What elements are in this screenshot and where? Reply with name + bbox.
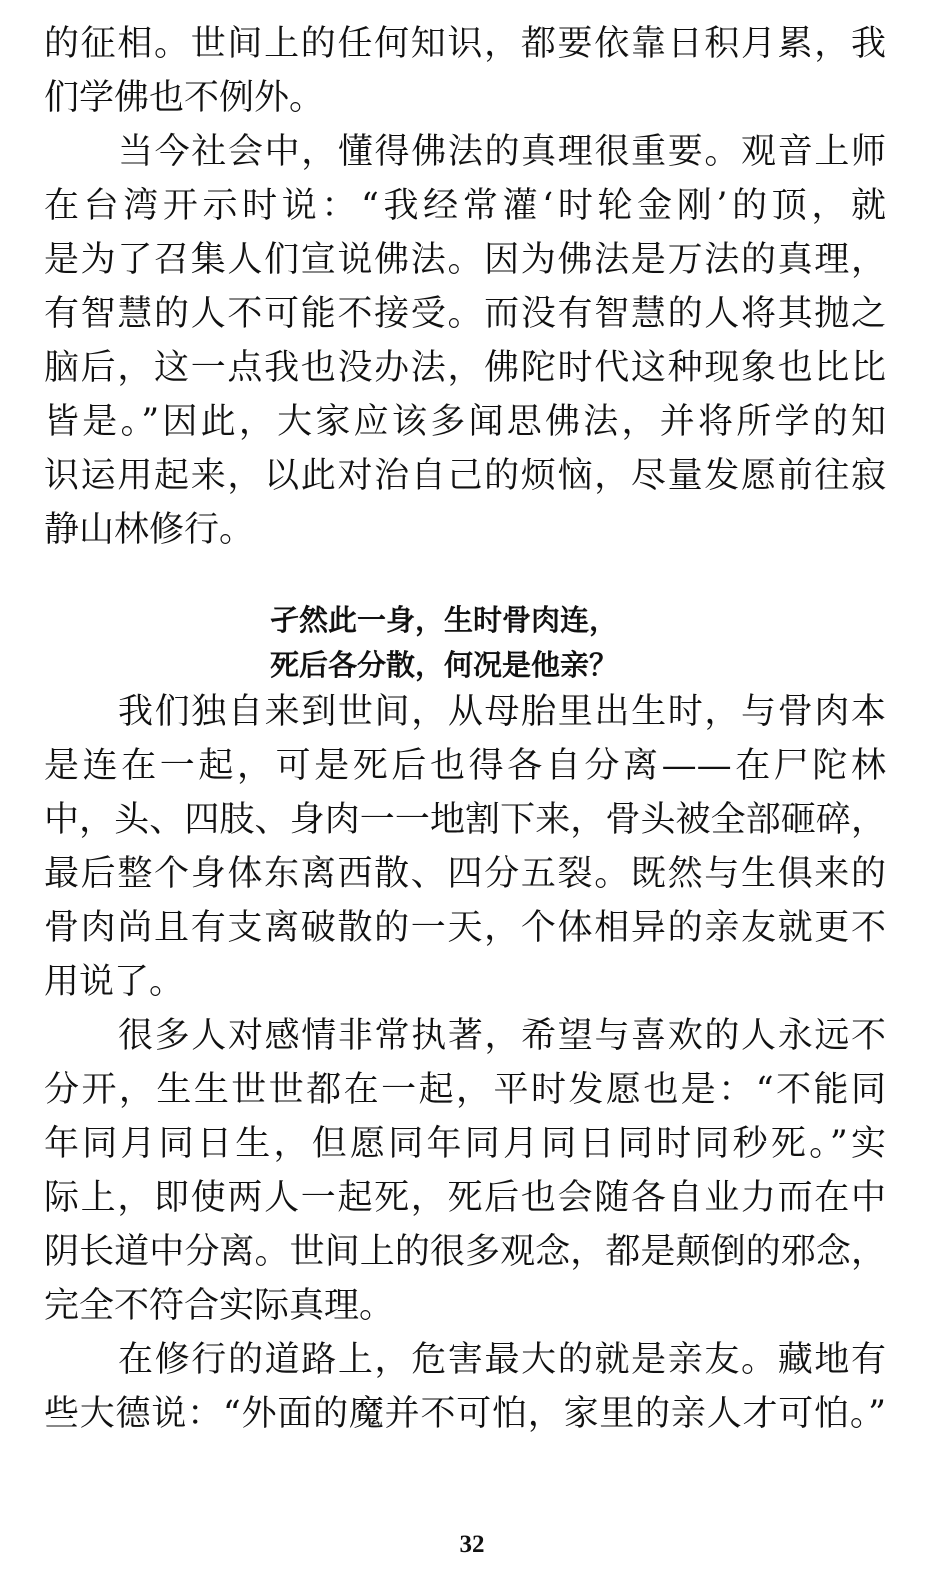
verse-line: 死后各分散，何况是他亲？ — [270, 648, 619, 682]
text-line: 阴长道中分离。世间上的很多观念，都是颠倒的邪念， — [44, 1232, 886, 1272]
text-line: 很多人对感情非常执著，希望与喜欢的人永远不 — [118, 1016, 886, 1056]
text-line: 际上，即使两人一起死，死后也会随各自业力而在中 — [44, 1178, 886, 1218]
text-line: 静山林修行。 — [44, 510, 255, 550]
text-line: 是为了召集人们宣说佛法。因为佛法是万法的真理， — [44, 240, 886, 280]
text-line: 年同月同日生，但愿同年同月同日同时同秒死。”实 — [44, 1124, 886, 1164]
text-line: 识运用起来，以此对治自己的烦恼，尽量发愿前往寂 — [44, 456, 886, 496]
text-line: 分开，生生世世都在一起，平时发愿也是：“不能同 — [44, 1070, 886, 1110]
text-line: 有智慧的人不可能不接受。而没有智慧的人将其抛之 — [44, 294, 886, 334]
text-line: 在修行的道路上，危害最大的就是亲友。藏地有 — [118, 1340, 886, 1380]
text-line: 在台湾开示时说：“我经常灌‘时轮金刚’的顶，就 — [44, 186, 886, 226]
verse-line: 孑然此一身，生时骨肉连， — [270, 603, 619, 637]
text-line: 最后整个身体东离西散、四分五裂。既然与生俱来的 — [44, 854, 886, 894]
text-line: 当今社会中，懂得佛法的真理很重要。观音上师 — [118, 132, 886, 172]
text-line: 是连在一起，可是死后也得各自分离——在尸陀林 — [44, 746, 886, 786]
text-line: 们学佛也不例外。 — [44, 78, 325, 118]
text-line: 骨肉尚且有支离破散的一天，个体相异的亲友就更不 — [44, 908, 886, 948]
text-line: 中，头、四肢、身肉一一地割下来，骨头被全部砸碎， — [44, 800, 886, 840]
text-line: 用说了。 — [44, 962, 185, 1002]
text-line: 完全不符合实际真理。 — [44, 1286, 395, 1326]
text-line: 皆是。”因此，大家应该多闻思佛法，并将所学的知 — [44, 402, 886, 442]
page-number: 32 — [459, 1531, 485, 1558]
text-line: 些大德说：“外面的魔并不可怕，家里的亲人才可怕。” — [44, 1394, 886, 1434]
text-line: 我们独自来到世间，从母胎里出生时，与骨肉本 — [118, 692, 886, 732]
text-line: 的征相。世间上的任何知识，都要依靠日积月累，我 — [44, 24, 886, 64]
text-line: 脑后，这一点我也没办法，佛陀时代这种现象也比比 — [44, 348, 886, 388]
